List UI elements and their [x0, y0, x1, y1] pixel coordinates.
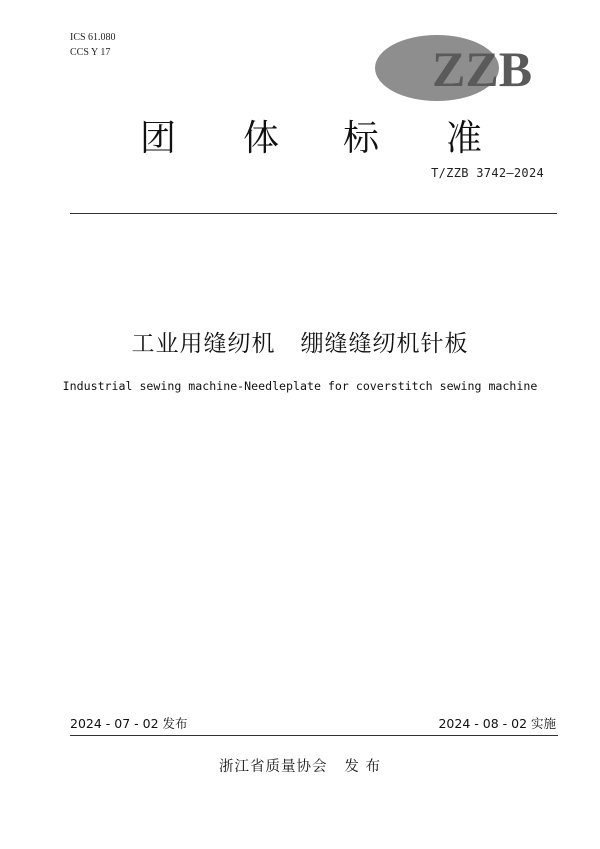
- title-english: Industrial sewing machine-Needleplate for coverstitch sewing machine: [62, 379, 538, 393]
- standard-number: T/ZZB 3742—2024: [431, 166, 544, 180]
- ccs-code: CCS Y 17: [70, 47, 111, 58]
- classification-codes: [70, 30, 116, 60]
- footer-divider: [70, 735, 558, 736]
- zzb-logo: [374, 30, 544, 110]
- title-chinese: 工业用缝纫机 绷缝缝纫机针板: [131, 331, 469, 357]
- issue-date: 2024 - 07 - 02 发布: [70, 716, 188, 731]
- issuing-organization: 浙江省质量协会 发 布: [219, 759, 381, 775]
- zzb-logo-icon: [374, 30, 544, 110]
- implementation-date: 2024 - 08 - 02 实施: [438, 716, 556, 731]
- standard-type-char: 准: [446, 118, 483, 159]
- standard-type-char: 体: [243, 118, 280, 159]
- standard-type-heading: [0, 110, 600, 159]
- logo-text: ZZB: [432, 41, 533, 97]
- ics-code: ICS 61.080: [70, 32, 116, 43]
- header-divider: [70, 213, 557, 214]
- standard-type-char: 标: [343, 118, 380, 159]
- standard-type-char: 团: [140, 118, 177, 159]
